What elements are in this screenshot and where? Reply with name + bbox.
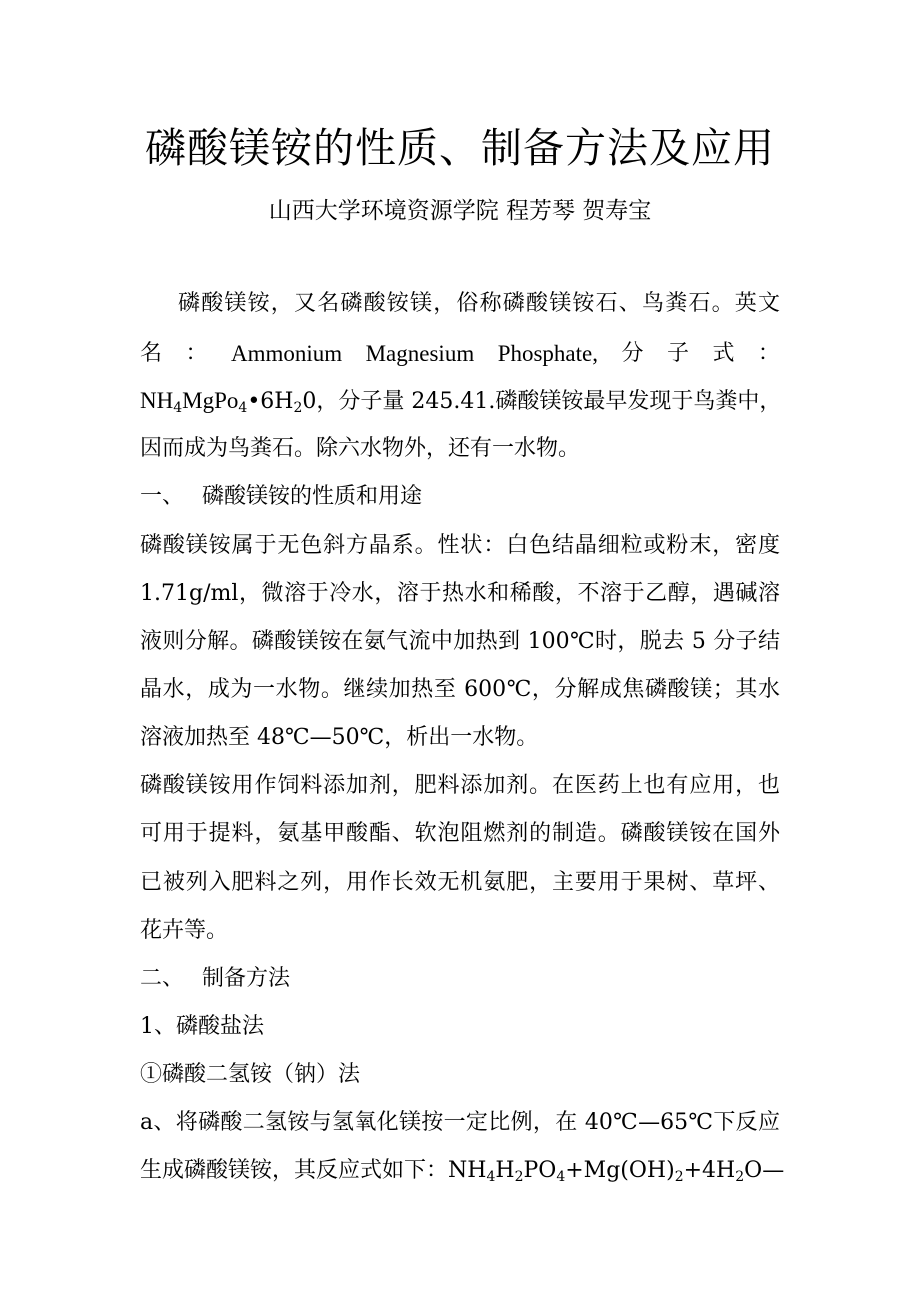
english-word: Phosphate, xyxy=(497,341,598,366)
section-2-heading xyxy=(140,963,780,995)
uses-line-3: 已被列入肥料之列，用作长效无机氨肥，主要用于果树、草坪、 xyxy=(140,870,780,895)
intro-line-4: 因而成为鸟粪石。除六水物外，还有一水物。 xyxy=(140,436,581,461)
name-label: 名 xyxy=(140,341,163,366)
equation-part: PO xyxy=(523,1158,557,1183)
subscript: 2 xyxy=(674,1169,684,1185)
equation-part: O— xyxy=(744,1158,785,1183)
uses-line-1: 磷酸镁铵用作饲料添加剂，肥料添加剂。在医药上也有应用，也 xyxy=(140,773,780,798)
author-line: 山西大学环境资源学院 程芳琴 贺寿宝 xyxy=(268,198,652,224)
equation-part: +Mg(OH) xyxy=(565,1158,675,1183)
formula-label-char: 子 xyxy=(666,341,689,366)
colon: ： xyxy=(757,341,780,366)
method-subheading: ①磷酸二氢铵（钠）法 xyxy=(140,1062,361,1087)
uses-line-4: 花卉等。 xyxy=(140,918,229,943)
equation-part: H xyxy=(495,1158,515,1183)
para-a-line-1: a、将磷酸二氢铵与氢氧化镁按一定比例，在 40℃—65℃下反应 xyxy=(140,1110,780,1135)
section-1-heading xyxy=(140,481,780,513)
english-word: Ammonium xyxy=(230,341,343,366)
para-a-line-2 xyxy=(140,1155,785,1187)
props-line-3: 液则分解。磷酸镁铵在氨气流中加热到 100℃时，脱去 5 分子结 xyxy=(140,629,780,654)
colon: ： xyxy=(185,341,208,366)
section-number: 一、 xyxy=(140,484,185,509)
subscript: 4 xyxy=(486,1169,496,1185)
intro-line-2 xyxy=(140,338,780,370)
intro-line-3 xyxy=(140,385,780,418)
props-line-1: 磷酸镁铵属于无色斜方晶系。性状：白色结晶细粒或粉末，密度 xyxy=(140,533,780,558)
props-line-5: 溶液加热至 48℃—50℃，析出一水物。 xyxy=(140,725,539,750)
subscript: 2 xyxy=(735,1169,745,1185)
uses-line-2: 可用于提料，氨基甲酸酯、软泡阻燃剂的制造。磷酸镁铵在国外 xyxy=(140,821,780,846)
props-line-2: 1.71g/ml，微溶于冷水，溶于热水和稀酸，不溶于乙醇，遇碱溶 xyxy=(140,581,780,606)
subscript: 2 xyxy=(514,1169,524,1185)
section-number: 二、 xyxy=(140,966,185,991)
formula-label-char: 分 xyxy=(621,341,644,366)
subscript: 4 xyxy=(556,1169,566,1185)
document-title: 磷酸镁铵的性质、制备方法及应用 xyxy=(145,124,775,172)
subscript: 4 xyxy=(238,400,248,416)
section-title: 制备方法 xyxy=(202,966,291,991)
subscript: 4 xyxy=(173,400,183,416)
formula-label-char: 式 xyxy=(712,341,735,366)
formula-mgpo: MgPo xyxy=(182,388,239,413)
para-a-text: 生成磷酸镁铵，其反应式如下： xyxy=(140,1158,449,1183)
equation-part: +4H xyxy=(683,1158,736,1183)
formula-nh: NH xyxy=(140,388,174,413)
subscript: 2 xyxy=(293,400,303,416)
props-line-4: 晶水，成为一水物。继续加热至 600℃，分解成焦磷酸镁；其水 xyxy=(140,677,780,702)
english-word: Magnesium xyxy=(365,341,475,366)
formula-hydrate: •6H xyxy=(247,389,294,414)
equation-part: NH xyxy=(448,1158,487,1183)
intro-line-1: 磷酸镁铵，又名磷酸铵镁，俗称磷酸镁铵石、鸟粪石。英文 xyxy=(178,291,780,316)
intro-line-3-rest: 0，分子量 245.41.磷酸镁铵最早发现于鸟粪中， xyxy=(302,389,782,414)
section-title: 磷酸镁铵的性质和用途 xyxy=(202,484,423,509)
method-heading: 1、磷酸盐法 xyxy=(140,1014,264,1039)
